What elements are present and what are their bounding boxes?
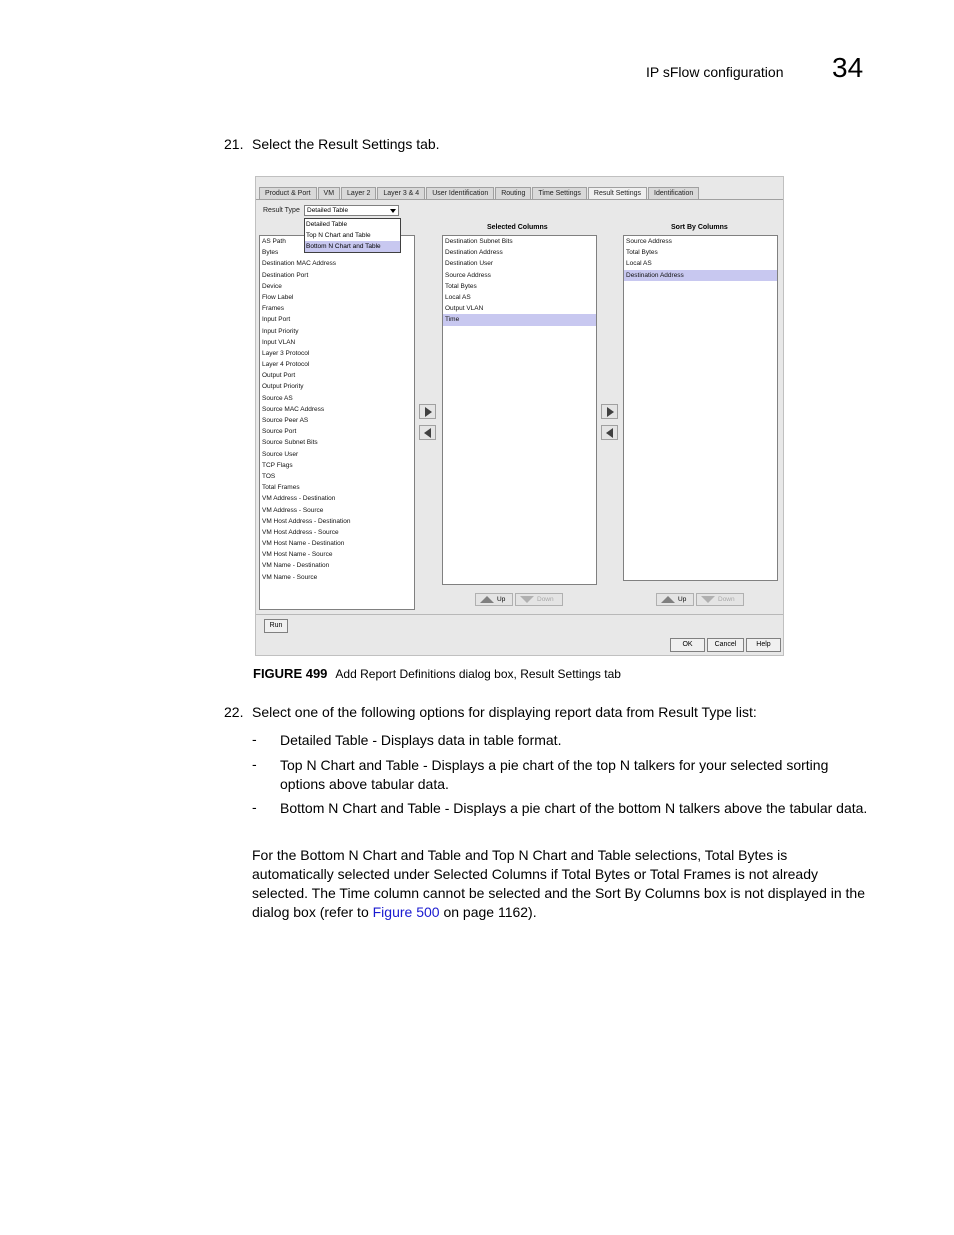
selected-columns-header: Selected Columns: [487, 224, 548, 231]
tab-layer-3-4[interactable]: Layer 3 & 4: [377, 187, 425, 199]
selected-column-item[interactable]: Total Bytes: [445, 282, 477, 290]
step-21-bold: Result Settings: [318, 136, 413, 152]
selected-column-item[interactable]: Destination Address: [445, 249, 503, 257]
sort-down-button[interactable]: Down: [696, 593, 744, 606]
chevron-down-icon[interactable]: [390, 209, 396, 213]
arrow-up-icon: [480, 596, 494, 603]
sort-by-column-item[interactable]: Source Address: [626, 238, 672, 245]
bullet-top-n: Top N Chart and Table - Displays a pie chart of the top N talkers for your selected sorting options above tabular data.: [280, 757, 829, 792]
available-column-item[interactable]: TCP Flags: [262, 461, 293, 469]
available-column-item[interactable]: VM Address - Source: [262, 506, 324, 514]
figure-label: FIGURE 499: [253, 666, 328, 681]
available-column-item[interactable]: Bytes: [262, 249, 279, 257]
result-type-label: Result Type: [263, 207, 300, 214]
available-column-item[interactable]: Source AS: [262, 394, 293, 402]
selected-column-item[interactable]: Local AS: [445, 293, 471, 301]
available-column-item[interactable]: VM Host Name - Destination: [262, 540, 345, 548]
sort-by-column-item[interactable]: Local AS: [626, 260, 652, 268]
figure-500-link[interactable]: Figure 500: [372, 904, 440, 920]
arrow-right-icon: [607, 407, 614, 417]
available-column-item[interactable]: Layer 3 Protocol: [262, 349, 310, 357]
available-column-item[interactable]: Source Peer AS: [262, 417, 309, 424]
tab-user-identification[interactable]: User Identification: [426, 187, 494, 199]
tab-identification[interactable]: Identification: [648, 187, 699, 199]
remove-column-button[interactable]: [419, 425, 436, 440]
result-type-option-top-n-chart-and-table[interactable]: Top N Chart and Table: [306, 232, 371, 239]
arrow-left-icon: [424, 428, 431, 438]
available-column-item[interactable]: VM Name - Source: [262, 573, 318, 581]
available-column-item[interactable]: AS Path: [262, 238, 286, 245]
sort-by-column-item[interactable]: Destination Address: [624, 270, 777, 281]
remove-sort-column-button[interactable]: [601, 425, 618, 440]
step-21-text: Select the Result Settings tab.: [252, 136, 440, 152]
tab-divider: [256, 199, 783, 200]
bullet-bottom-n: Bottom N Chart and Table - Displays a pie chart of the bottom N talkers above the tabular data.: [280, 800, 868, 816]
tab-layer-2[interactable]: Layer 2: [341, 187, 376, 199]
selected-down-button[interactable]: Down: [515, 593, 563, 606]
tab-strip: [259, 187, 700, 199]
run-button[interactable]: Run: [264, 619, 288, 633]
available-column-item[interactable]: Input Port: [262, 316, 291, 324]
ok-button[interactable]: OK: [670, 638, 705, 652]
available-column-item[interactable]: Device: [262, 282, 282, 290]
report-definitions-dialog: [255, 176, 784, 656]
available-column-item[interactable]: VM Address - Destination: [262, 495, 336, 503]
tab-result-settings[interactable]: Result Settings: [588, 187, 647, 200]
bullet-dash: -: [252, 731, 257, 747]
result-type-option-bottom-n-chart-and-table[interactable]: Bottom N Chart and Table: [305, 241, 400, 252]
result-type-select[interactable]: [304, 205, 399, 216]
selected-column-item[interactable]: Source Address: [445, 271, 491, 279]
add-sort-column-button[interactable]: [601, 404, 618, 419]
arrow-left-icon: [606, 428, 613, 438]
tab-time-settings[interactable]: Time Settings: [532, 187, 587, 199]
available-column-item[interactable]: Frames: [262, 305, 285, 313]
step-21-number: 21.: [224, 136, 244, 152]
bullet-dash: -: [252, 799, 257, 815]
arrow-down-icon: [520, 596, 534, 603]
sort-by-columns-list[interactable]: [623, 235, 778, 581]
arrow-down-icon: [701, 596, 715, 603]
chapter-number: 34: [832, 52, 864, 83]
sort-up-button[interactable]: Up: [656, 593, 694, 606]
tab-product-port[interactable]: Product & Port: [259, 187, 317, 199]
available-column-item[interactable]: Destination MAC Address: [262, 260, 337, 268]
tab-vm[interactable]: VM: [318, 187, 341, 199]
figure-caption: [253, 666, 621, 681]
available-column-item[interactable]: Total Frames: [262, 484, 300, 492]
step-22-number: 22.: [224, 704, 244, 720]
add-column-button[interactable]: [419, 404, 436, 419]
available-column-item[interactable]: Source Port: [262, 428, 297, 436]
dialog-separator: [256, 614, 783, 615]
available-column-item[interactable]: VM Host Address - Source: [262, 528, 339, 536]
selected-column-item[interactable]: Destination User: [445, 260, 494, 268]
available-column-item[interactable]: VM Host Address - Destination: [262, 517, 351, 525]
result-type-dropdown: [304, 218, 401, 253]
available-column-item[interactable]: Flow Label: [262, 293, 294, 301]
figure-caption-text: Add Report Definitions dialog box, Result Settings tab: [335, 667, 621, 681]
result-type-option-detailed-table[interactable]: Detailed Table: [306, 221, 348, 228]
tab-routing[interactable]: Routing: [495, 187, 531, 199]
available-column-item[interactable]: Output Priority: [262, 383, 304, 391]
help-button[interactable]: Help: [746, 638, 781, 652]
cancel-button[interactable]: Cancel: [707, 638, 744, 652]
selected-column-item[interactable]: Output VLAN: [445, 305, 484, 313]
arrow-up-icon: [661, 596, 675, 603]
available-column-item[interactable]: Destination Port: [262, 271, 309, 279]
available-column-item[interactable]: Layer 4 Protocol: [262, 361, 310, 369]
available-columns-list[interactable]: [259, 235, 415, 610]
bullet-dash: -: [252, 756, 257, 772]
step-22-bold: Result Type: [658, 704, 732, 720]
available-column-item[interactable]: TOS: [262, 472, 276, 480]
available-column-item[interactable]: Source User: [262, 450, 299, 458]
available-column-item[interactable]: Input Priority: [262, 327, 299, 335]
available-column-item[interactable]: Source Subnet Bits: [262, 439, 318, 447]
selected-columns-list[interactable]: [442, 235, 597, 585]
result-type-value: Detailed Table: [307, 207, 349, 214]
selected-column-item[interactable]: Time: [443, 314, 596, 325]
sort-by-column-item[interactable]: Total Bytes: [626, 249, 658, 257]
selected-column-item[interactable]: Destination Subnet Bits: [445, 238, 513, 245]
section-title: IP sFlow configuration: [646, 64, 784, 80]
bullet-detailed-table: Detailed Table - Displays data in table format.: [280, 732, 562, 748]
available-column-item[interactable]: Source MAC Address: [262, 405, 325, 413]
arrow-right-icon: [425, 407, 432, 417]
sort-by-columns-header: Sort By Columns: [671, 224, 728, 231]
available-column-item[interactable]: VM Host Name - Source: [262, 551, 333, 559]
step-22-text: Select one of the following options for displaying report data from Result Type list:: [252, 704, 757, 720]
selected-up-button[interactable]: Up: [475, 593, 513, 606]
available-column-item[interactable]: VM Name - Destination: [262, 562, 330, 570]
available-column-item[interactable]: Input VLAN: [262, 338, 296, 346]
note-paragraph: For the Bottom N Chart and Table and Top N Chart and Table selections, Total Bytes is automatically selected under Selected Columns if Total Bytes or Total Frames is not already selected. The Time column cannot be selected and the Sort By Columns box is not displayed in the dialog box (refer to Figure 500 on page 1162).: [252, 847, 865, 920]
available-column-item[interactable]: Output Port: [262, 372, 296, 380]
